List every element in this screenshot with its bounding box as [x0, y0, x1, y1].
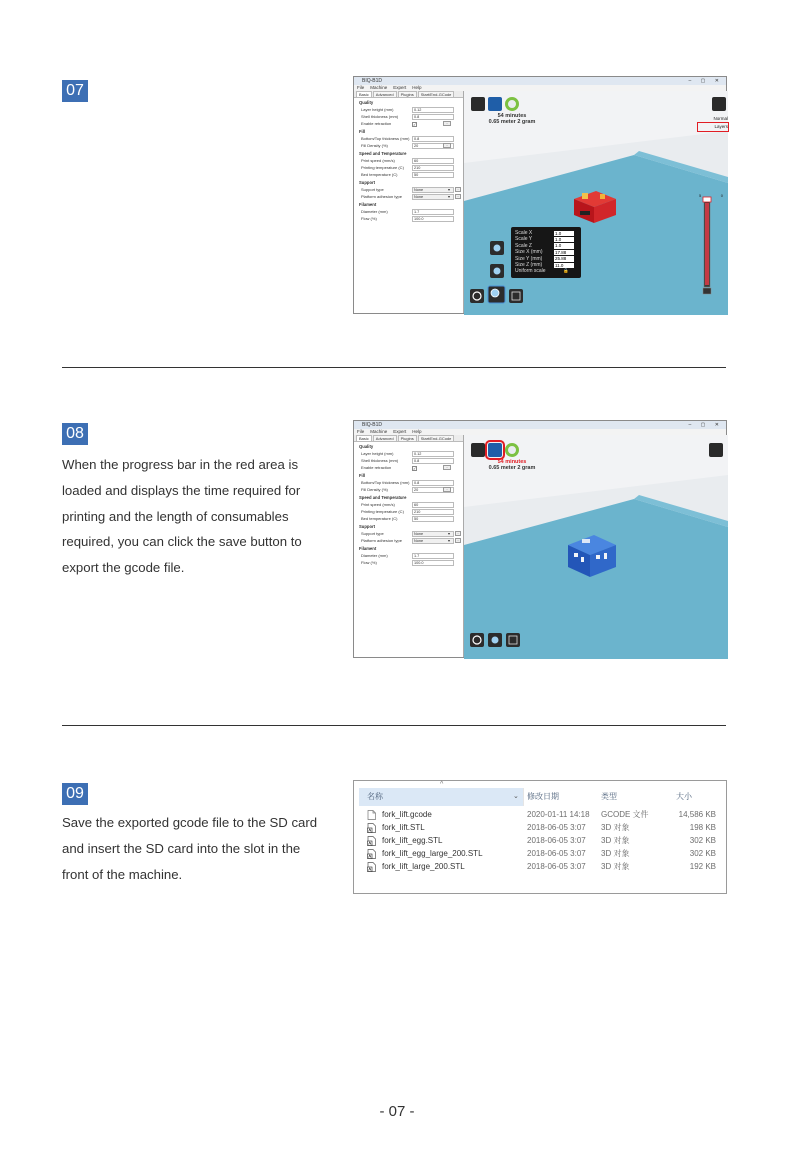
- print-time-text: 54 minutes: [497, 113, 527, 119]
- more-options-button[interactable]: ...: [443, 487, 451, 492]
- setting-label: Bottom/Top thickness (mm): [361, 480, 410, 485]
- setting-input[interactable]: 100.0: [412, 216, 454, 222]
- layer-slider-value: 5: [699, 193, 702, 198]
- setting-input[interactable]: 50: [412, 516, 454, 522]
- settings-group-title: Fill: [359, 473, 366, 478]
- scale-row: [515, 268, 577, 274]
- tab-plugins[interactable]: Plugins: [398, 91, 417, 97]
- sort-arrow-icon: ^: [440, 781, 444, 788]
- setting-label: Support type: [361, 187, 384, 192]
- youmagine-button[interactable]: [505, 443, 519, 457]
- window-title: BIQ-B1D: [362, 422, 383, 428]
- page-number: - 07 -: [379, 1103, 415, 1120]
- setting-row: [354, 135, 463, 142]
- setting-row: [354, 186, 463, 193]
- load-model-button[interactable]: [471, 97, 485, 111]
- file-type: 3D 对象: [601, 836, 630, 845]
- menu-expert[interactable]: Expert: [393, 429, 407, 434]
- filament-usage-text: 0.65 meter 2 gram: [488, 465, 536, 471]
- menu-help[interactable]: Help: [412, 429, 422, 434]
- step-instructions: [62, 452, 332, 581]
- settings-group-title: Quality: [359, 444, 374, 449]
- setting-input[interactable]: 20: [412, 487, 454, 493]
- setting-row: [354, 208, 463, 215]
- cura-screenshot-step-07: [353, 76, 727, 314]
- file-row[interactable]: [354, 821, 728, 834]
- setting-label: Layer height (mm): [361, 451, 394, 456]
- save-gcode-button[interactable]: [488, 443, 502, 457]
- setting-dropdown[interactable]: None: [412, 187, 454, 193]
- scale-input[interactable]: 1.0: [554, 243, 574, 248]
- settings-group-title: Support: [359, 180, 376, 185]
- scale-panel: [511, 227, 581, 278]
- file-date: 2020-01-11 14:18: [527, 810, 590, 819]
- chevron-down-icon[interactable]: ▾: [448, 531, 451, 536]
- file-row[interactable]: [354, 834, 728, 847]
- column-header-size[interactable]: 大小: [676, 792, 692, 801]
- tab-basic[interactable]: Basic: [356, 91, 372, 97]
- column-header-type[interactable]: 类型: [601, 792, 617, 801]
- settings-group-title: Filament: [359, 546, 377, 551]
- setting-input[interactable]: 210: [412, 165, 454, 171]
- chevron-down-icon[interactable]: ⌄: [513, 793, 519, 800]
- setting-row: [354, 464, 463, 471]
- chevron-down-icon[interactable]: ▾: [448, 538, 451, 543]
- setting-label: Layer height (mm): [361, 107, 394, 112]
- scale-label: Scale Z: [515, 242, 532, 249]
- file-date: 2018-06-05 3:07: [527, 849, 586, 858]
- setting-label: Enable retraction: [361, 465, 392, 470]
- settings-group-title: Fill: [359, 129, 366, 134]
- file-name: fork_lift.gcode: [382, 810, 432, 819]
- setting-row: [354, 142, 463, 149]
- setting-input[interactable]: 210: [412, 509, 454, 515]
- text-line: Save the exported gcode file to the SD card: [62, 815, 318, 830]
- print-time-info: [472, 459, 552, 471]
- setting-dropdown[interactable]: None: [412, 531, 454, 537]
- tab-start-end-gcode[interactable]: Start/End-GCode: [418, 435, 455, 441]
- menu-help[interactable]: Help: [412, 85, 422, 90]
- setting-label: Bed temperature (C): [361, 172, 398, 177]
- menu-machine[interactable]: Machine: [370, 429, 388, 434]
- window-controls[interactable]: – ▢ ✕: [688, 422, 723, 428]
- menu-file[interactable]: File: [357, 85, 365, 90]
- setting-input[interactable]: 0.8: [412, 458, 454, 464]
- column-header-name[interactable]: 名称: [359, 788, 524, 806]
- file-name: fork_lift.STL: [382, 823, 425, 832]
- layer-slider-max: 0: [720, 193, 723, 198]
- text-line: printing and the length of consumables: [62, 508, 289, 524]
- setting-label: Fill Density (%): [361, 143, 388, 148]
- setting-checkbox[interactable]: ✓: [413, 121, 417, 127]
- file-size: 192 KB: [689, 862, 716, 871]
- file-row[interactable]: [354, 847, 728, 860]
- window-titlebar: [354, 77, 726, 85]
- file-type: GCODE 文件: [601, 810, 649, 819]
- stl-file-icon: [367, 849, 376, 859]
- view-mode-button[interactable]: [709, 443, 723, 457]
- setting-row: [354, 450, 463, 457]
- setting-label: Print speed (mm/s): [361, 158, 395, 163]
- section-divider: [62, 367, 726, 368]
- settings-list: [354, 98, 463, 222]
- column-header-date[interactable]: 修改日期: [527, 792, 559, 801]
- setting-row: [354, 113, 463, 120]
- setting-row: [354, 537, 463, 544]
- tab-advanced[interactable]: Advanced: [373, 91, 397, 97]
- scale-input[interactable]: 1.0: [554, 231, 574, 236]
- file-explorer-screenshot: [353, 780, 727, 894]
- menu-machine[interactable]: Machine: [370, 85, 388, 90]
- 3d-viewport[interactable]: [464, 91, 726, 313]
- setting-row: [354, 193, 463, 200]
- step-number-badge: 09: [62, 783, 88, 805]
- setting-label: Support type: [361, 531, 384, 536]
- setting-label: Bottom/Top thickness (mm): [361, 136, 410, 141]
- more-options-button[interactable]: ...: [443, 121, 451, 126]
- setting-row: [354, 552, 463, 559]
- scale-label: Size X (mm): [515, 249, 543, 256]
- text-line: required, you can click the save button to: [62, 534, 302, 550]
- setting-row: [354, 120, 463, 127]
- setting-label: Flow (%): [361, 560, 377, 565]
- chevron-down-icon[interactable]: ▾: [448, 194, 451, 199]
- more-options-button[interactable]: ...: [456, 194, 460, 198]
- setting-row: [354, 215, 463, 222]
- setting-input[interactable]: 0.8: [412, 480, 454, 486]
- settings-group-title: Quality: [359, 100, 374, 105]
- setting-label: Platform adhesion type: [361, 194, 402, 199]
- setting-input[interactable]: 60: [412, 502, 454, 508]
- setting-input[interactable]: 1.7: [412, 553, 454, 559]
- setting-row: [354, 501, 463, 508]
- setting-label: Diameter (mm): [361, 209, 388, 214]
- scale-label: Uniform scale: [515, 268, 546, 275]
- setting-input[interactable]: 0.8: [412, 136, 454, 142]
- more-options-button[interactable]: ...: [456, 538, 460, 542]
- file-type: 3D 对象: [601, 849, 630, 858]
- cura-screenshot-step-08: [353, 420, 727, 658]
- setting-label: Flow (%): [361, 216, 377, 221]
- setting-label: Platform adhesion type: [361, 538, 402, 543]
- stl-file-icon: [367, 862, 376, 872]
- text-line: front of the machine.: [62, 866, 183, 882]
- window-controls[interactable]: – ▢ ✕: [688, 78, 723, 84]
- setting-label: Printing temperature (C): [361, 509, 404, 514]
- layer-slider-label: [699, 193, 723, 198]
- setting-row: [354, 508, 463, 515]
- filament-usage-text: 0.65 meter 2 gram: [488, 119, 536, 125]
- view-mode-button[interactable]: [712, 97, 726, 111]
- file-name: fork_lift_egg.STL: [382, 836, 443, 845]
- menu-file[interactable]: File: [357, 429, 365, 434]
- tab-basic[interactable]: Basic: [356, 435, 372, 441]
- more-options-button[interactable]: ...: [443, 143, 451, 148]
- print-time-info: [472, 113, 552, 125]
- view-mode-menu: [698, 115, 728, 131]
- file-type: 3D 对象: [601, 862, 630, 871]
- setting-row: [354, 559, 463, 566]
- settings-group-title: Support: [359, 524, 376, 529]
- more-options-button[interactable]: ...: [456, 187, 460, 191]
- layer-slider-bottom-handle: [703, 288, 711, 294]
- tab-advanced[interactable]: Advanced: [373, 435, 397, 441]
- menu-expert[interactable]: Expert: [393, 85, 407, 90]
- setting-label: Printing temperature (C): [361, 165, 404, 170]
- settings-group-title: Speed and Temperature: [359, 495, 407, 500]
- stl-file-icon: [367, 836, 376, 846]
- print-time-text: 54 minutes: [497, 459, 527, 465]
- more-options-button[interactable]: ...: [456, 531, 460, 535]
- file-row[interactable]: [354, 808, 728, 821]
- scale-input[interactable]: 11.0: [554, 263, 574, 268]
- setting-input[interactable]: 100.0: [412, 560, 454, 566]
- scale-input[interactable]: 1.0: [554, 237, 574, 242]
- chevron-down-icon[interactable]: ▾: [448, 187, 451, 192]
- settings-tabs: [354, 91, 463, 98]
- step-number-badge: 07: [62, 80, 88, 102]
- setting-row: [354, 530, 463, 537]
- setting-input[interactable]: 50: [412, 172, 454, 178]
- setting-checkbox[interactable]: ✓: [413, 465, 417, 471]
- step-instructions: [62, 810, 332, 887]
- stl-file-icon: [367, 823, 376, 833]
- more-options-button[interactable]: ...: [443, 465, 451, 470]
- window-title: BIQ-B1D: [362, 78, 383, 84]
- settings-panel: [354, 435, 464, 657]
- setting-label: Shell thickness (mm): [361, 114, 399, 119]
- step-number-badge: 08: [62, 423, 88, 445]
- setting-input[interactable]: 20: [412, 143, 454, 149]
- settings-group-title: Speed and Temperature: [359, 151, 407, 156]
- setting-row: [354, 515, 463, 522]
- setting-row: [354, 479, 463, 486]
- file-date: 2018-06-05 3:07: [527, 836, 586, 845]
- youmagine-button[interactable]: [505, 97, 519, 111]
- setting-label: Shell thickness (mm): [361, 458, 399, 463]
- setting-row: [354, 171, 463, 178]
- setting-label: Fill Density (%): [361, 487, 388, 492]
- scale-label: Size Y (mm): [515, 255, 543, 262]
- file-date: 2018-06-05 3:07: [527, 862, 586, 871]
- tab-plugins[interactable]: Plugins: [398, 435, 417, 441]
- setting-row: [354, 486, 463, 493]
- file-type: 3D 对象: [601, 823, 630, 832]
- setting-input[interactable]: 0.8: [412, 114, 454, 120]
- setting-row: [354, 157, 463, 164]
- settings-list: [354, 442, 463, 566]
- text-line: and insert the SD card into the slot in the: [62, 840, 301, 856]
- view-normal-option[interactable]: Normal: [713, 116, 728, 121]
- save-gcode-button[interactable]: [488, 97, 502, 111]
- column-headers: [354, 788, 728, 806]
- scale-input[interactable]: 25.88: [554, 256, 574, 261]
- setting-dropdown[interactable]: None: [412, 538, 454, 544]
- window-titlebar: [354, 421, 726, 429]
- file-size: 198 KB: [689, 823, 716, 832]
- settings-group-title: Filament: [359, 202, 377, 207]
- file-name: fork_lift_large_200.STL: [382, 862, 465, 871]
- file-date: 2018-06-05 3:07: [527, 823, 586, 832]
- tab-start-end-gcode[interactable]: Start/End-GCode: [418, 91, 455, 97]
- setting-label: Bed temperature (C): [361, 516, 398, 521]
- setting-row: [354, 164, 463, 171]
- scale-label: Scale Y: [515, 236, 533, 243]
- file-row[interactable]: [354, 860, 728, 873]
- 3d-viewport[interactable]: [464, 435, 726, 657]
- text-line: loaded and displays the time required for: [62, 482, 301, 498]
- setting-input[interactable]: 1.7: [412, 209, 454, 215]
- settings-tabs: [354, 435, 463, 442]
- scale-input[interactable]: 17.88: [554, 250, 574, 255]
- file-name: fork_lift_egg_large_200.STL: [382, 849, 483, 858]
- setting-dropdown[interactable]: None: [412, 194, 454, 200]
- setting-row: [354, 106, 463, 113]
- load-model-button[interactable]: [471, 443, 485, 457]
- setting-row: [354, 457, 463, 464]
- file-size: 302 KB: [689, 849, 716, 858]
- setting-input[interactable]: 0.12: [412, 451, 454, 457]
- document-icon: [367, 810, 376, 820]
- setting-label: Enable retraction: [361, 121, 392, 126]
- file-size: 302 KB: [689, 836, 716, 845]
- settings-panel: [354, 91, 464, 313]
- setting-label: Diameter (mm): [361, 553, 388, 558]
- file-size: 14,586 KB: [678, 810, 716, 819]
- lock-icon[interactable]: 🔒: [563, 268, 569, 274]
- setting-label: Print speed (mm/s): [361, 502, 395, 507]
- setting-input[interactable]: 0.12: [412, 107, 454, 113]
- scale-label: Size Z (mm): [515, 261, 543, 268]
- text-line: When the progress bar in the red area is: [62, 457, 299, 472]
- setting-input[interactable]: 60: [412, 158, 454, 164]
- section-divider: [62, 725, 726, 726]
- text-line: export the gcode file.: [62, 560, 185, 576]
- scale-label: Scale X: [515, 230, 533, 236]
- view-layers-option[interactable]: Layers: [698, 123, 728, 131]
